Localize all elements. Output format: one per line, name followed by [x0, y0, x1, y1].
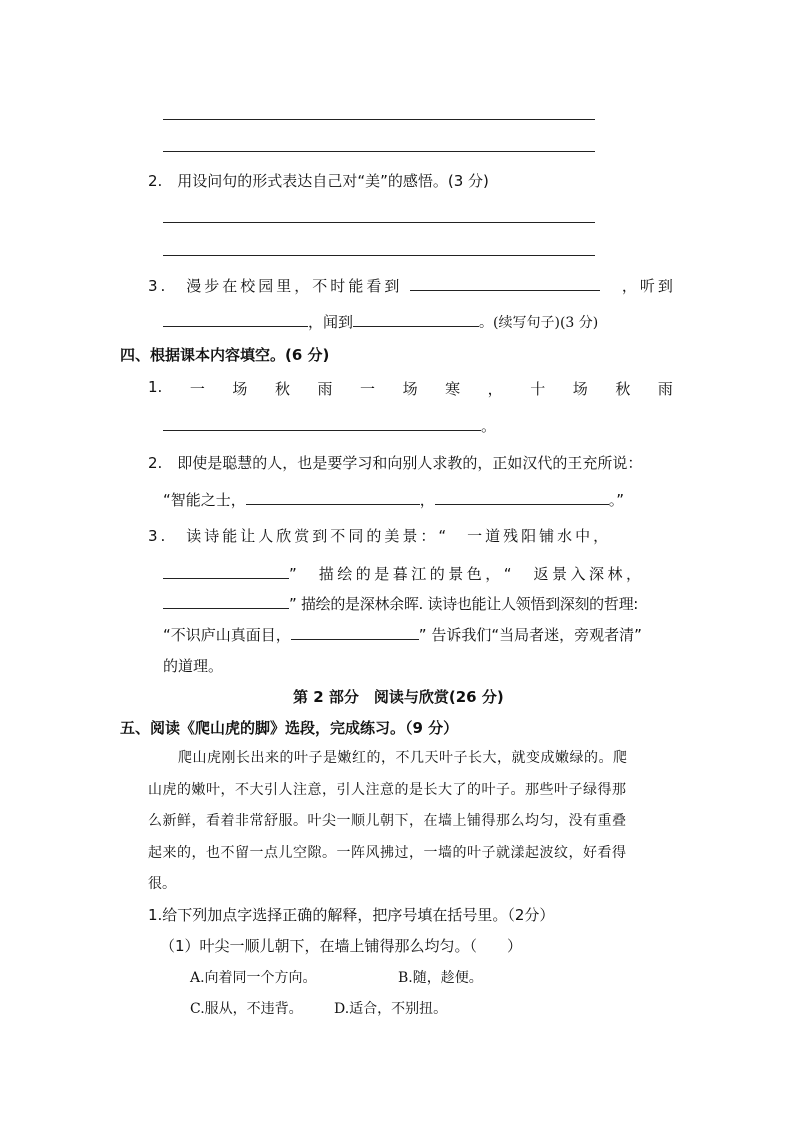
char: 一	[360, 380, 376, 398]
question-4-3-text: ” 描绘的是暮江的景色，“ 返景入深林，	[289, 565, 645, 583]
section-4-title: 四、根据课本内容填空。(6 分)	[120, 346, 330, 364]
fill-blank[interactable]	[163, 414, 481, 431]
question-4-3-line4	[163, 623, 642, 645]
char: 场	[232, 380, 248, 398]
question-4-3-line5: 的道理。	[163, 657, 224, 675]
comma: ，	[419, 491, 435, 509]
char: 秋	[274, 380, 290, 398]
char: 雨	[657, 380, 673, 398]
char: 场	[402, 380, 418, 398]
section-5-title: 五、阅读《爬山虎的脚》选段，完成练习。（9 分）	[120, 719, 459, 737]
answer-line	[163, 151, 595, 152]
question-4-3-line1: 3. 读诗能让人欣赏到不同的美景：“ 一道残阳铺水中，	[148, 527, 612, 545]
char: ，	[487, 380, 503, 398]
question-4-2-line1: 2. 即使是聪慧的人，也是要学习和向别人求教的，正如汉代的王充所说：	[148, 454, 643, 472]
question-4-3-text: “不识庐山真面目，	[163, 626, 291, 644]
question-3-line1	[148, 274, 676, 296]
option-b: B.随，趁便。	[398, 970, 483, 986]
fill-blank[interactable]	[163, 310, 308, 327]
char: 寒	[445, 380, 461, 398]
question-3-text: ，闻到	[308, 313, 354, 331]
option-d: D.适合，不别扭。	[334, 1001, 448, 1017]
question-3-text: ，听到	[621, 277, 676, 295]
option-a: A.向着同一个方向。	[190, 970, 317, 986]
question-4-2-line2	[163, 488, 624, 510]
char: 十	[530, 380, 546, 398]
char: 1.	[148, 378, 163, 396]
fill-blank[interactable]	[163, 592, 289, 609]
question-4-3-text: ” 告诉我们“当局者迷，旁观者清”	[418, 626, 642, 644]
fill-blank[interactable]	[291, 623, 419, 640]
question-3-line2	[163, 310, 598, 332]
question-4-1-chars	[148, 378, 673, 399]
char: 秋	[615, 380, 631, 398]
passage-line: 爬山虎刚长出来的叶子是嫩红的，不几天叶子长大，就变成嫩绿的。爬	[178, 750, 628, 766]
fill-blank[interactable]	[435, 488, 609, 505]
answer-line	[163, 255, 595, 256]
part-2-heading: 第 2 部分 阅读与欣赏(26 分)	[293, 688, 504, 706]
period: 。	[481, 417, 497, 435]
question-5-1-sub: （1）叶尖一顺儿朝下，在墙上铺得那么均匀。（ ）	[160, 937, 523, 955]
question-4-3-line2	[163, 562, 645, 584]
answer-line	[163, 222, 595, 223]
quote-close: 。”	[608, 491, 625, 509]
fill-blank[interactable]	[246, 488, 420, 505]
quote-open: “智能之士，	[163, 491, 246, 509]
char: 一	[189, 380, 205, 398]
question-2: 2. 用设问句的形式表达自己对“美”的感悟。(3 分)	[148, 172, 489, 190]
question-3-note: 。(续写句子)(3 分)	[479, 315, 599, 331]
passage-line: 很。	[148, 876, 176, 892]
question-5-1: 1.给下列加点字选择正确的解释，把序号填在括号里。（2分）	[148, 906, 555, 924]
passage-line: 山虎的嫩叶，不大引人注意，引人注意的是长大了的叶子。那些叶子绿得那	[148, 782, 627, 798]
fill-blank[interactable]	[353, 310, 479, 327]
fill-blank[interactable]	[410, 274, 600, 291]
char: 场	[572, 380, 588, 398]
question-3-text: 3. 漫步在校园里，不时能看到	[148, 277, 403, 295]
question-4-3-line3	[163, 592, 638, 614]
question-4-1-line2	[163, 414, 496, 436]
answer-line	[163, 119, 595, 120]
passage-line: 起来的，也不留一点儿空隙。一阵风拂过，一墙的叶子就漾起波纹，好看得	[148, 845, 627, 861]
char: 雨	[317, 380, 333, 398]
passage-line: 么新鲜，看着非常舒服。叶尖一顺儿朝下，在墙上铺得那么均匀，没有重叠	[148, 813, 627, 829]
fill-blank[interactable]	[163, 562, 289, 579]
question-4-3-text: ” 描绘的是深林余晖. 读诗也能让人领悟到深刻的哲理:	[289, 595, 639, 613]
option-c: C.服从，不违背。	[190, 1001, 303, 1017]
